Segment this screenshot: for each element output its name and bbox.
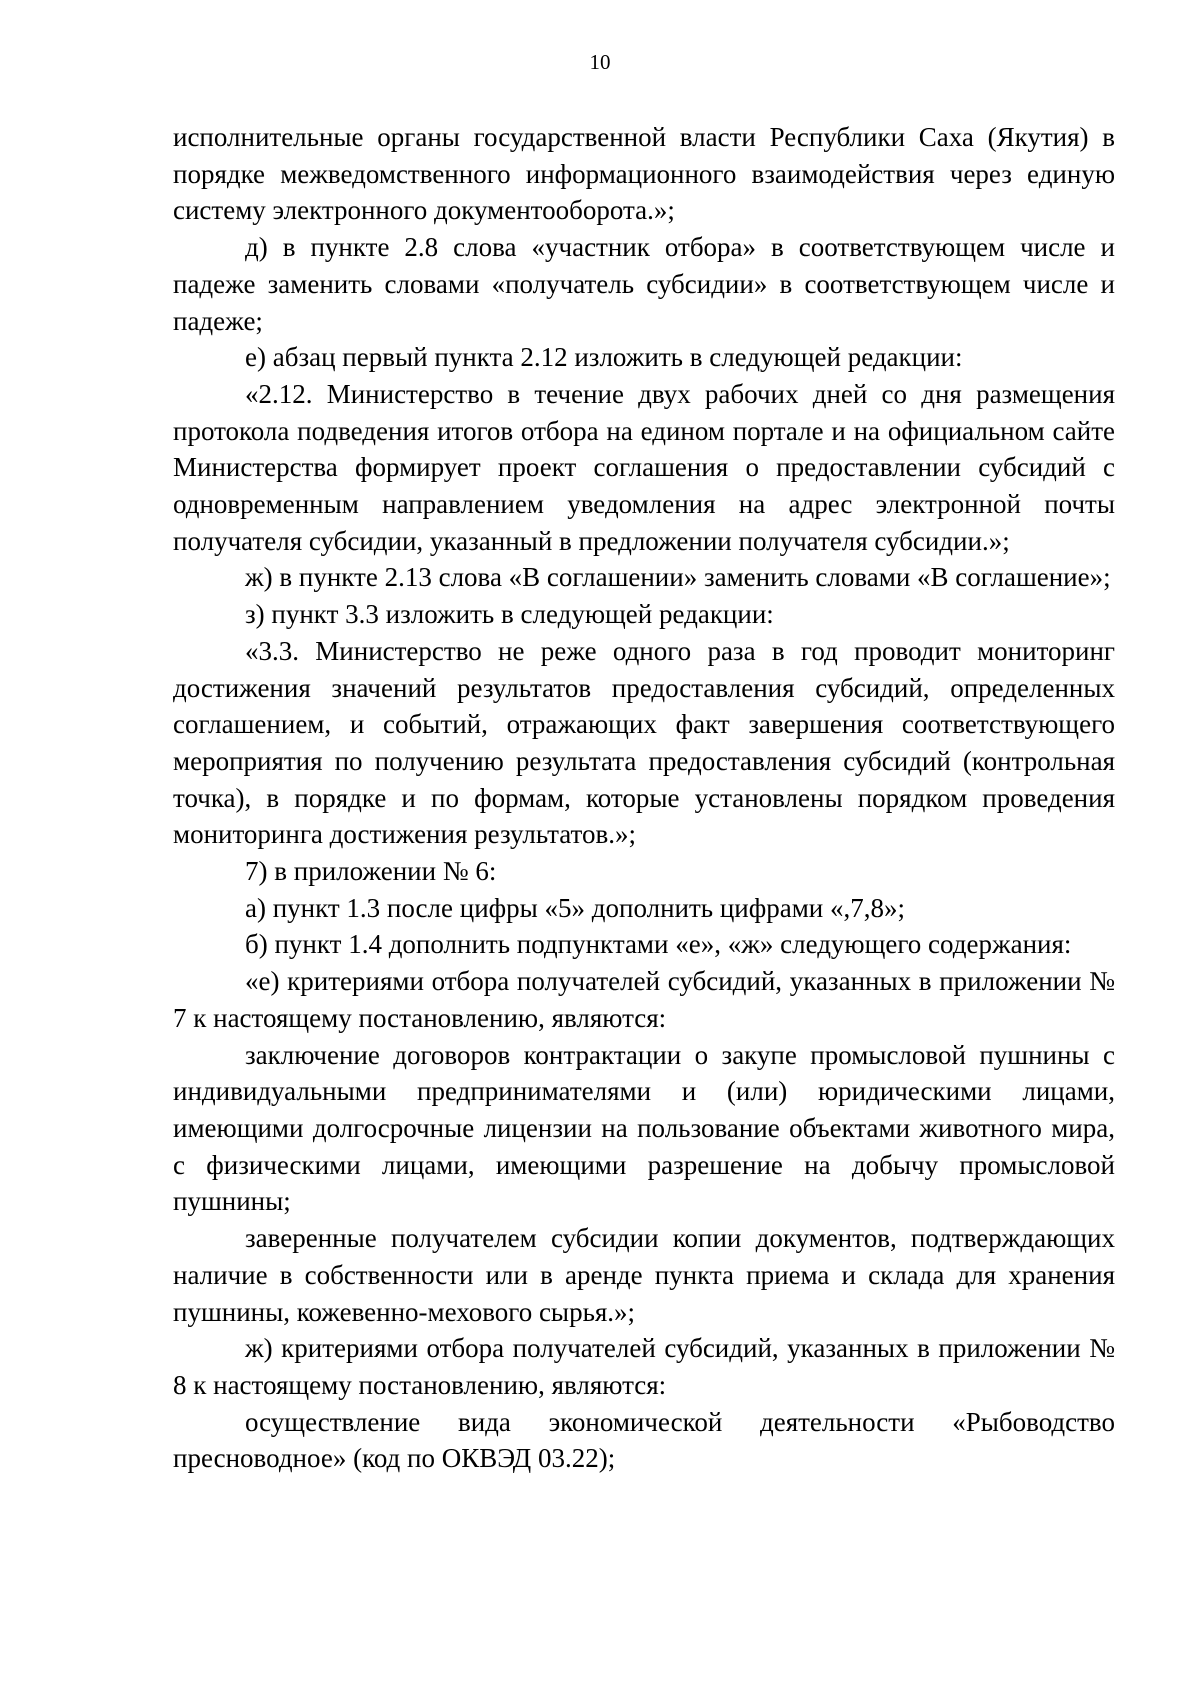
paragraph-item-zh: ж) в пункте 2.13 слова «В соглашении» заменить словами «В соглашение»; xyxy=(245,562,1111,593)
paragraph-item-7: 7) в приложении № 6: xyxy=(245,856,497,887)
paragraph-item-e: е) абзац первый пункта 2.12 изложить в следующей редакции: xyxy=(245,342,963,373)
paragraph-item-z: з) пункт 3.3 изложить в следующей редакции: xyxy=(245,599,774,630)
paragraph-continuation: исполнительные органы государственной власти Республики Саха (Якутия) в порядке межведомственного информационного взаимодействия через единую систему электронного документооборота.»; xyxy=(173,122,1115,226)
paragraph-quote-e: «е) критериями отбора получателей субсидий, указанных в приложении № 7 к настоящему постановлению, являются: xyxy=(173,966,1115,1033)
paragraph-quote-2-12: «2.12. Министерство в течение двух рабочих дней со дня размещения протокола подведения итогов отбора на едином портале и на официальном сайте Министерства формирует проект соглашения о предоставлении субсидий с одновременным направлением уведомления на адрес электронной почты получателя субсидии, указанный в предложении получателя субсидии.»; xyxy=(173,378,1115,556)
document-body xyxy=(173,119,1115,1477)
paragraph-criteria-contracts: заключение договоров контрактации о закупе промысловой пушнины с индивидуальными предпринимателями и (или) юридическими лицами, имеющими долгосрочные лицензии на пользование объектами животного мира, с физическими лицами, имеющими разрешение на добычу промысловой пушнины; xyxy=(173,1039,1115,1217)
paragraph-item-d: д) в пункте 2.8 слова «участник отбора» в соответствующем числе и падеже заменить словами «получатель субсидии» в соответствующем числе и падеже; xyxy=(173,232,1115,336)
paragraph-quote-zh: ж) критериями отбора получателей субсидий, указанных в приложении № 8 к настоящему постановлению, являются: xyxy=(173,1333,1115,1400)
paragraph-quote-3-3: «3.3. Министерство не реже одного раза в год проводит мониторинг достижения значений результатов предоставления субсидий, определенных соглашением, и событий, отражающих факт завершения соответствующего мероприятия по получению результата предоставления субсидий (контрольная точка), в порядке и по формам, которые установлены порядком проведения мониторинга достижения результатов.»; xyxy=(173,635,1115,850)
page-number: 10 xyxy=(589,50,611,74)
paragraph-item-a: а) пункт 1.3 после цифры «5» дополнить цифрами «,7,8»; xyxy=(245,892,906,923)
paragraph-item-b: б) пункт 1.4 дополнить подпунктами «е», «ж» следующего содержания: xyxy=(245,929,1072,960)
paragraph-criteria-fishery: осуществление вида экономической деятельности «Рыбоводство пресноводное» (код по ОКВЭД 03.22); xyxy=(173,1406,1115,1474)
paragraph-criteria-documents: заверенные получателем субсидии копии документов, подтверждающих наличие в собственности или в аренде пункта приема и склада для хранения пушнины, кожевенно-мехового сырья.»; xyxy=(173,1223,1115,1327)
